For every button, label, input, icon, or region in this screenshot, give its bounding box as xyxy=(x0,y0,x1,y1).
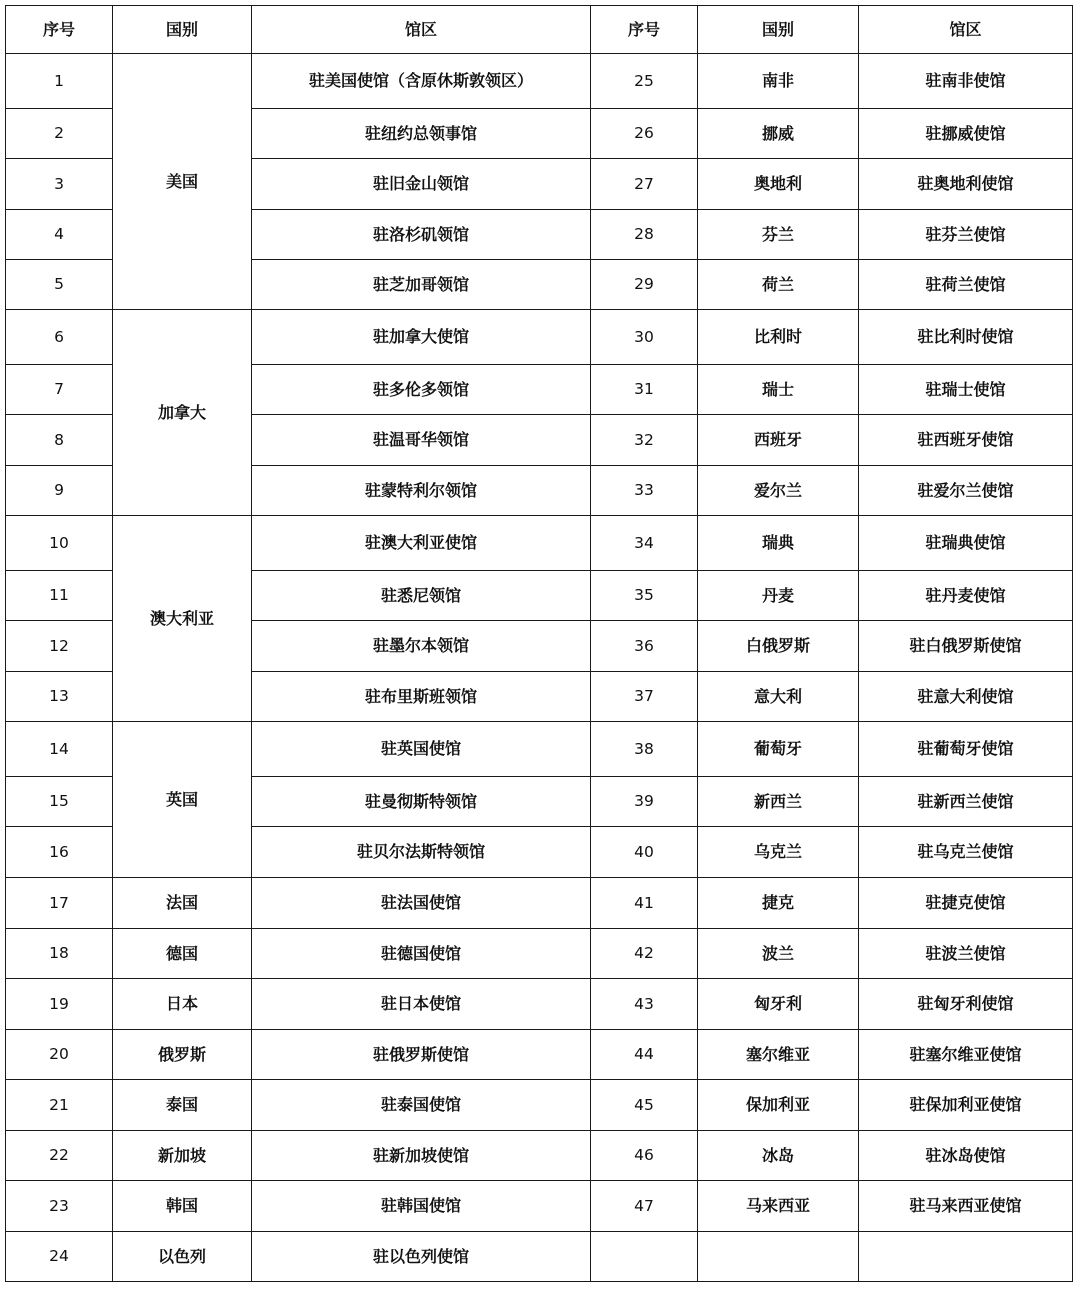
post-cell-right: 驻奥地利使馆 xyxy=(859,159,1073,210)
country-cell-right: 塞尔维亚 xyxy=(698,1030,859,1080)
post-cell-left: 驻日本使馆 xyxy=(252,979,591,1030)
country-cell-right: 西班牙 xyxy=(698,415,859,466)
country-cell-left: 俄罗斯 xyxy=(113,1030,252,1080)
serial-cell-left: 19 xyxy=(6,979,113,1030)
table-row xyxy=(6,929,1073,979)
post-cell-right: 驻瑞士使馆 xyxy=(859,365,1073,415)
country-cell-left: 新加坡 xyxy=(113,1131,252,1181)
country-cell-right: 波兰 xyxy=(698,929,859,979)
serial-cell-left: 7 xyxy=(6,365,113,415)
table-row xyxy=(6,54,1073,109)
post-cell-left: 驻俄罗斯使馆 xyxy=(252,1030,591,1080)
serial-cell-right: 44 xyxy=(591,1030,698,1080)
serial-cell-right: 30 xyxy=(591,310,698,365)
post-cell-right: 驻葡萄牙使馆 xyxy=(859,722,1073,777)
post-cell-right: 驻保加利亚使馆 xyxy=(859,1080,1073,1131)
serial-cell-right xyxy=(591,1232,698,1282)
table-row xyxy=(6,1030,1073,1080)
serial-cell-right: 43 xyxy=(591,979,698,1030)
table-row xyxy=(6,1080,1073,1131)
post-cell-left: 驻美国使馆（含原休斯敦领区） xyxy=(252,54,591,109)
post-cell-right: 驻芬兰使馆 xyxy=(859,210,1073,260)
country-cell-right: 马来西亚 xyxy=(698,1181,859,1232)
post-cell-left: 驻英国使馆 xyxy=(252,722,591,777)
country-cell-left: 英国 xyxy=(113,722,252,878)
serial-cell-left: 4 xyxy=(6,210,113,260)
post-cell-left: 驻曼彻斯特领馆 xyxy=(252,777,591,827)
post-cell-right: 驻白俄罗斯使馆 xyxy=(859,621,1073,672)
table-row xyxy=(6,1232,1073,1282)
serial-cell-left: 22 xyxy=(6,1131,113,1181)
table-row xyxy=(6,722,1073,777)
post-cell-right: 驻冰岛使馆 xyxy=(859,1131,1073,1181)
post-cell-left: 驻多伦多领馆 xyxy=(252,365,591,415)
header-country-right: 国别 xyxy=(698,6,859,54)
header-serial-left: 序号 xyxy=(6,6,113,54)
post-cell-left: 驻新加坡使馆 xyxy=(252,1131,591,1181)
serial-cell-right: 42 xyxy=(591,929,698,979)
serial-cell-right: 41 xyxy=(591,878,698,929)
post-cell-left: 驻澳大利亚使馆 xyxy=(252,516,591,571)
table-row xyxy=(6,979,1073,1030)
country-cell-right: 丹麦 xyxy=(698,571,859,621)
post-cell-left: 驻泰国使馆 xyxy=(252,1080,591,1131)
header-post-right: 馆区 xyxy=(859,6,1073,54)
country-cell-right: 南非 xyxy=(698,54,859,109)
post-cell-right: 驻荷兰使馆 xyxy=(859,260,1073,310)
serial-cell-right: 33 xyxy=(591,466,698,516)
post-cell-right: 驻乌克兰使馆 xyxy=(859,827,1073,878)
serial-cell-right: 38 xyxy=(591,722,698,777)
table-body xyxy=(6,54,1073,1282)
serial-cell-right: 39 xyxy=(591,777,698,827)
post-cell-left: 驻温哥华领馆 xyxy=(252,415,591,466)
serial-cell-left: 17 xyxy=(6,878,113,929)
header-post-left: 馆区 xyxy=(252,6,591,54)
serial-cell-right: 34 xyxy=(591,516,698,571)
serial-cell-left: 3 xyxy=(6,159,113,210)
serial-cell-right: 40 xyxy=(591,827,698,878)
serial-cell-right: 27 xyxy=(591,159,698,210)
serial-cell-left: 10 xyxy=(6,516,113,571)
serial-cell-right: 46 xyxy=(591,1131,698,1181)
post-cell-left: 驻贝尔法斯特领馆 xyxy=(252,827,591,878)
post-cell-left: 驻蒙特利尔领馆 xyxy=(252,466,591,516)
serial-cell-right: 25 xyxy=(591,54,698,109)
post-cell-right: 驻匈牙利使馆 xyxy=(859,979,1073,1030)
serial-cell-left: 18 xyxy=(6,929,113,979)
country-cell-left: 泰国 xyxy=(113,1080,252,1131)
country-cell-right: 瑞典 xyxy=(698,516,859,571)
post-cell-right: 驻南非使馆 xyxy=(859,54,1073,109)
country-cell-right: 意大利 xyxy=(698,672,859,722)
country-cell-left: 加拿大 xyxy=(113,310,252,516)
header-row xyxy=(6,6,1073,54)
serial-cell-left: 24 xyxy=(6,1232,113,1282)
country-cell-left: 韩国 xyxy=(113,1181,252,1232)
country-cell-right: 荷兰 xyxy=(698,260,859,310)
country-cell-right xyxy=(698,1232,859,1282)
post-cell-left: 驻布里斯班领馆 xyxy=(252,672,591,722)
serial-cell-left: 5 xyxy=(6,260,113,310)
serial-cell-left: 12 xyxy=(6,621,113,672)
post-cell-left: 驻旧金山领馆 xyxy=(252,159,591,210)
country-cell-left: 以色列 xyxy=(113,1232,252,1282)
serial-cell-right: 31 xyxy=(591,365,698,415)
serial-cell-right: 32 xyxy=(591,415,698,466)
post-cell-left: 驻纽约总领事馆 xyxy=(252,109,591,159)
country-cell-left: 美国 xyxy=(113,54,252,310)
post-cell-right: 驻意大利使馆 xyxy=(859,672,1073,722)
post-cell-right: 驻瑞典使馆 xyxy=(859,516,1073,571)
post-cell-right: 驻丹麦使馆 xyxy=(859,571,1073,621)
serial-cell-right: 28 xyxy=(591,210,698,260)
country-cell-left: 德国 xyxy=(113,929,252,979)
table-row xyxy=(6,1181,1073,1232)
serial-cell-left: 13 xyxy=(6,672,113,722)
post-cell-left: 驻韩国使馆 xyxy=(252,1181,591,1232)
country-cell-right: 保加利亚 xyxy=(698,1080,859,1131)
serial-cell-left: 23 xyxy=(6,1181,113,1232)
post-cell-left: 驻以色列使馆 xyxy=(252,1232,591,1282)
post-cell-right: 驻波兰使馆 xyxy=(859,929,1073,979)
country-cell-right: 捷克 xyxy=(698,878,859,929)
post-cell-left: 驻墨尔本领馆 xyxy=(252,621,591,672)
country-cell-left: 法国 xyxy=(113,878,252,929)
embassy-table-sheet xyxy=(5,5,1072,1282)
country-cell-right: 乌克兰 xyxy=(698,827,859,878)
country-cell-right: 奥地利 xyxy=(698,159,859,210)
country-cell-right: 芬兰 xyxy=(698,210,859,260)
country-cell-right: 爱尔兰 xyxy=(698,466,859,516)
country-cell-left: 日本 xyxy=(113,979,252,1030)
post-cell-right: 驻西班牙使馆 xyxy=(859,415,1073,466)
serial-cell-right: 35 xyxy=(591,571,698,621)
embassy-table xyxy=(5,5,1073,1282)
header-serial-right: 序号 xyxy=(591,6,698,54)
country-cell-right: 葡萄牙 xyxy=(698,722,859,777)
serial-cell-left: 20 xyxy=(6,1030,113,1080)
post-cell-right: 驻爱尔兰使馆 xyxy=(859,466,1073,516)
header-country-left: 国别 xyxy=(113,6,252,54)
serial-cell-left: 21 xyxy=(6,1080,113,1131)
post-cell-right: 驻捷克使馆 xyxy=(859,878,1073,929)
country-cell-right: 瑞士 xyxy=(698,365,859,415)
table-row xyxy=(6,516,1073,571)
post-cell-left: 驻德国使馆 xyxy=(252,929,591,979)
post-cell-right: 驻挪威使馆 xyxy=(859,109,1073,159)
country-cell-right: 白俄罗斯 xyxy=(698,621,859,672)
serial-cell-right: 45 xyxy=(591,1080,698,1131)
country-cell-right: 比利时 xyxy=(698,310,859,365)
post-cell-left: 驻悉尼领馆 xyxy=(252,571,591,621)
serial-cell-left: 16 xyxy=(6,827,113,878)
serial-cell-left: 9 xyxy=(6,466,113,516)
serial-cell-left: 8 xyxy=(6,415,113,466)
post-cell-right: 驻新西兰使馆 xyxy=(859,777,1073,827)
serial-cell-right: 47 xyxy=(591,1181,698,1232)
post-cell-left: 驻芝加哥领馆 xyxy=(252,260,591,310)
country-cell-left: 澳大利亚 xyxy=(113,516,252,722)
serial-cell-left: 2 xyxy=(6,109,113,159)
serial-cell-right: 29 xyxy=(591,260,698,310)
post-cell-right xyxy=(859,1232,1073,1282)
post-cell-left: 驻法国使馆 xyxy=(252,878,591,929)
country-cell-right: 新西兰 xyxy=(698,777,859,827)
post-cell-left: 驻加拿大使馆 xyxy=(252,310,591,365)
country-cell-right: 冰岛 xyxy=(698,1131,859,1181)
post-cell-right: 驻塞尔维亚使馆 xyxy=(859,1030,1073,1080)
post-cell-right: 驻马来西亚使馆 xyxy=(859,1181,1073,1232)
serial-cell-right: 37 xyxy=(591,672,698,722)
table-row xyxy=(6,1131,1073,1181)
serial-cell-left: 6 xyxy=(6,310,113,365)
serial-cell-left: 14 xyxy=(6,722,113,777)
post-cell-left: 驻洛杉矶领馆 xyxy=(252,210,591,260)
serial-cell-left: 11 xyxy=(6,571,113,621)
country-cell-right: 挪威 xyxy=(698,109,859,159)
serial-cell-right: 36 xyxy=(591,621,698,672)
country-cell-right: 匈牙利 xyxy=(698,979,859,1030)
serial-cell-right: 26 xyxy=(591,109,698,159)
post-cell-right: 驻比利时使馆 xyxy=(859,310,1073,365)
table-row xyxy=(6,878,1073,929)
serial-cell-left: 15 xyxy=(6,777,113,827)
serial-cell-left: 1 xyxy=(6,54,113,109)
table-row xyxy=(6,310,1073,365)
